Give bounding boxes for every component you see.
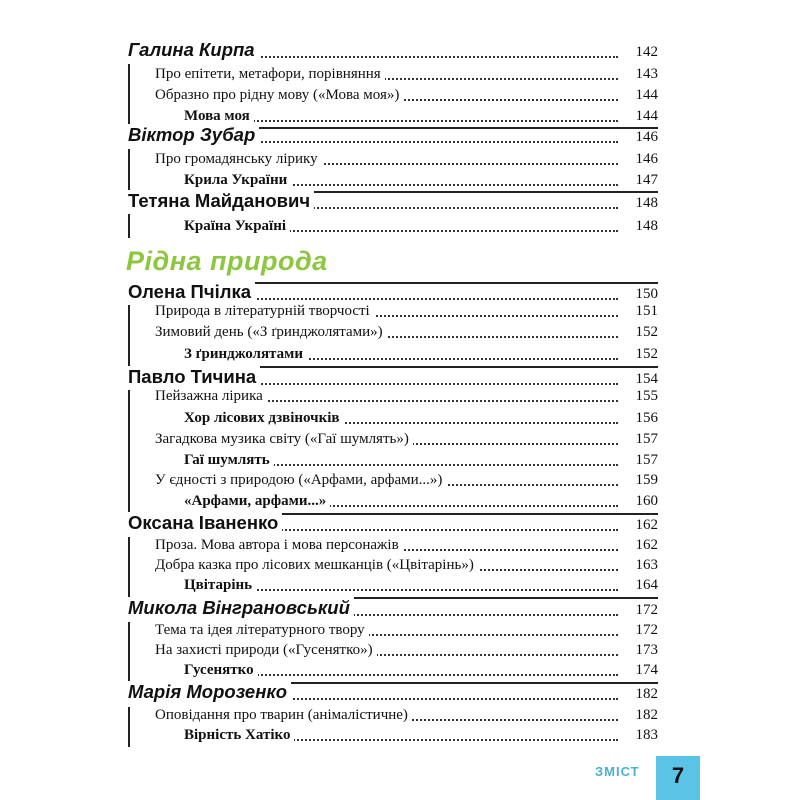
toc-block-divider bbox=[128, 305, 130, 366]
toc-subtopic-row[interactable] bbox=[0, 535, 800, 557]
toc-work-title: З ґринджолятами bbox=[184, 346, 307, 363]
toc-page-number: 172 bbox=[624, 622, 658, 639]
toc-subtopic-title: Проза. Мова автора і мова персонажів bbox=[155, 537, 403, 554]
toc-page-number: 154 bbox=[624, 371, 658, 388]
toc-block-divider bbox=[128, 149, 130, 192]
toc-subtopic-row[interactable] bbox=[0, 386, 800, 408]
toc-work-row[interactable] bbox=[0, 408, 800, 430]
page-number-badge: 7 bbox=[656, 756, 700, 800]
toc-page-number: 162 bbox=[624, 517, 658, 534]
toc-work-title: Гаї шумлять bbox=[184, 452, 274, 469]
toc-work-title: Хор лісових дзвіночків bbox=[184, 410, 344, 427]
toc-subtopic-row[interactable] bbox=[0, 301, 800, 323]
toc-work-title: Гусенятко bbox=[184, 662, 258, 679]
toc-work-title: Мова моя bbox=[184, 108, 254, 125]
toc-subtopic-row[interactable] bbox=[0, 85, 800, 107]
toc-author-name: Микола Вінграновський bbox=[128, 597, 354, 619]
toc-subtopic-title: Про громадянську лірику bbox=[155, 151, 322, 168]
toc-page-number: 148 bbox=[624, 195, 658, 212]
toc-author-name: Галина Кирпа bbox=[128, 39, 259, 61]
toc-subtopic-title: Образно про рідну мову («Мова моя») bbox=[155, 87, 403, 104]
toc-page-number: 174 bbox=[624, 662, 658, 679]
toc-page-number: 157 bbox=[624, 431, 658, 448]
toc-author-name: Павло Тичина bbox=[128, 366, 260, 388]
toc-subtopic-title: Добра казка про лісових мешканців («Цвітарінь») bbox=[155, 557, 478, 574]
toc-block-divider bbox=[128, 214, 130, 238]
toc-page-number: 156 bbox=[624, 410, 658, 427]
toc-page-number: 152 bbox=[624, 346, 658, 363]
toc-subtopic-row[interactable] bbox=[0, 705, 800, 727]
toc-page-number: 164 bbox=[624, 577, 658, 594]
toc-subtopic-row[interactable] bbox=[0, 64, 800, 86]
toc-work-title: Цвітарінь bbox=[184, 577, 256, 594]
toc-subtopic-row[interactable] bbox=[0, 149, 800, 171]
toc-page-number: 148 bbox=[624, 218, 658, 235]
toc-subtopic-row[interactable] bbox=[0, 429, 800, 451]
toc-block-divider bbox=[128, 622, 130, 682]
toc-block-divider bbox=[128, 537, 130, 597]
toc-work-row[interactable] bbox=[0, 725, 800, 747]
toc-subtopic-row[interactable] bbox=[0, 470, 800, 492]
toc-page-number: 163 bbox=[624, 557, 658, 574]
toc-block-divider bbox=[128, 64, 130, 128]
toc-author-row[interactable] bbox=[0, 124, 800, 149]
toc-page-number: 160 bbox=[624, 493, 658, 510]
section-title: Рідна природа bbox=[126, 246, 328, 276]
toc-page-number: 147 bbox=[624, 172, 658, 189]
toc-subtopic-row[interactable] bbox=[0, 322, 800, 344]
toc-work-title: «Арфами, арфами...» bbox=[184, 493, 330, 510]
toc-author-name: Олена Пчілка bbox=[128, 281, 255, 303]
toc-author-row[interactable] bbox=[0, 512, 800, 537]
toc-page-number: 157 bbox=[624, 452, 658, 469]
toc-block-divider bbox=[128, 707, 130, 747]
toc-page-number: 182 bbox=[624, 686, 658, 703]
toc-page-number: 182 bbox=[624, 707, 658, 724]
toc-work-row[interactable] bbox=[0, 216, 800, 238]
toc-page-number: 146 bbox=[624, 151, 658, 168]
toc-subtopic-title: Пейзажна лірика bbox=[155, 388, 267, 405]
toc-author-row[interactable] bbox=[0, 190, 800, 215]
toc-page-number: 144 bbox=[624, 87, 658, 104]
toc-subtopic-title: Тема та ідея літературного твору bbox=[155, 622, 369, 639]
toc-page-number: 150 bbox=[624, 286, 658, 303]
toc-author-row[interactable] bbox=[0, 681, 800, 706]
toc-subtopic-title: Про епітети, метафори, порівняння bbox=[155, 66, 385, 83]
toc-page-number: 144 bbox=[624, 108, 658, 125]
toc-subtopic-row[interactable] bbox=[0, 640, 800, 662]
toc-page-number: 162 bbox=[624, 537, 658, 554]
toc-page-number: 172 bbox=[624, 602, 658, 619]
toc-subtopic-title: Природа в літературній творчості bbox=[155, 303, 374, 320]
toc-author-name: Оксана Іваненко bbox=[128, 512, 282, 534]
toc-author-row[interactable] bbox=[0, 39, 800, 64]
toc-page-number: 152 bbox=[624, 324, 658, 341]
toc-work-row[interactable] bbox=[0, 344, 800, 366]
toc-subtopic-title: Оповідання про тварин (анімалістичне) bbox=[155, 707, 412, 724]
toc-author-name: Віктор Зубар bbox=[128, 124, 259, 146]
toc-page-number: 155 bbox=[624, 388, 658, 405]
toc-page-number: 143 bbox=[624, 66, 658, 83]
toc-work-row[interactable] bbox=[0, 491, 800, 513]
toc-work-row[interactable] bbox=[0, 106, 800, 128]
toc-subtopic-title: Загадкова музика світу («Гаї шумлять») bbox=[155, 431, 413, 448]
toc-author-row[interactable] bbox=[0, 597, 800, 622]
toc-subtopic-row[interactable] bbox=[0, 555, 800, 577]
toc-work-title: Вірність Хатіко bbox=[184, 727, 294, 744]
toc-page-number: 183 bbox=[624, 727, 658, 744]
toc-work-title: Країна Україні bbox=[184, 218, 290, 235]
toc-subtopic-title: Зимовий день («З ґринджолятами») bbox=[155, 324, 387, 341]
toc-page-number: 142 bbox=[624, 44, 658, 61]
toc-block-divider bbox=[128, 390, 130, 513]
toc-work-row[interactable] bbox=[0, 660, 800, 682]
toc-work-row[interactable] bbox=[0, 450, 800, 472]
toc-page-number: 159 bbox=[624, 472, 658, 489]
toc-page-number: 146 bbox=[624, 129, 658, 146]
toc-page-number: 151 bbox=[624, 303, 658, 320]
toc-author-name: Тетяна Майданович bbox=[128, 190, 314, 212]
toc-work-title: Крила України bbox=[184, 172, 291, 189]
toc-subtopic-title: На захисті природи («Гусенятко») bbox=[155, 642, 377, 659]
toc-author-name: Марія Морозенко bbox=[128, 681, 291, 703]
toc-page-number: 173 bbox=[624, 642, 658, 659]
toc-work-row[interactable] bbox=[0, 575, 800, 597]
toc-subtopic-row[interactable] bbox=[0, 620, 800, 642]
toc-subtopic-title: У єдності з природою («Арфами, арфами...») bbox=[155, 472, 446, 489]
toc-work-row[interactable] bbox=[0, 170, 800, 192]
footer-section-label: ЗМІСТ bbox=[595, 764, 640, 779]
